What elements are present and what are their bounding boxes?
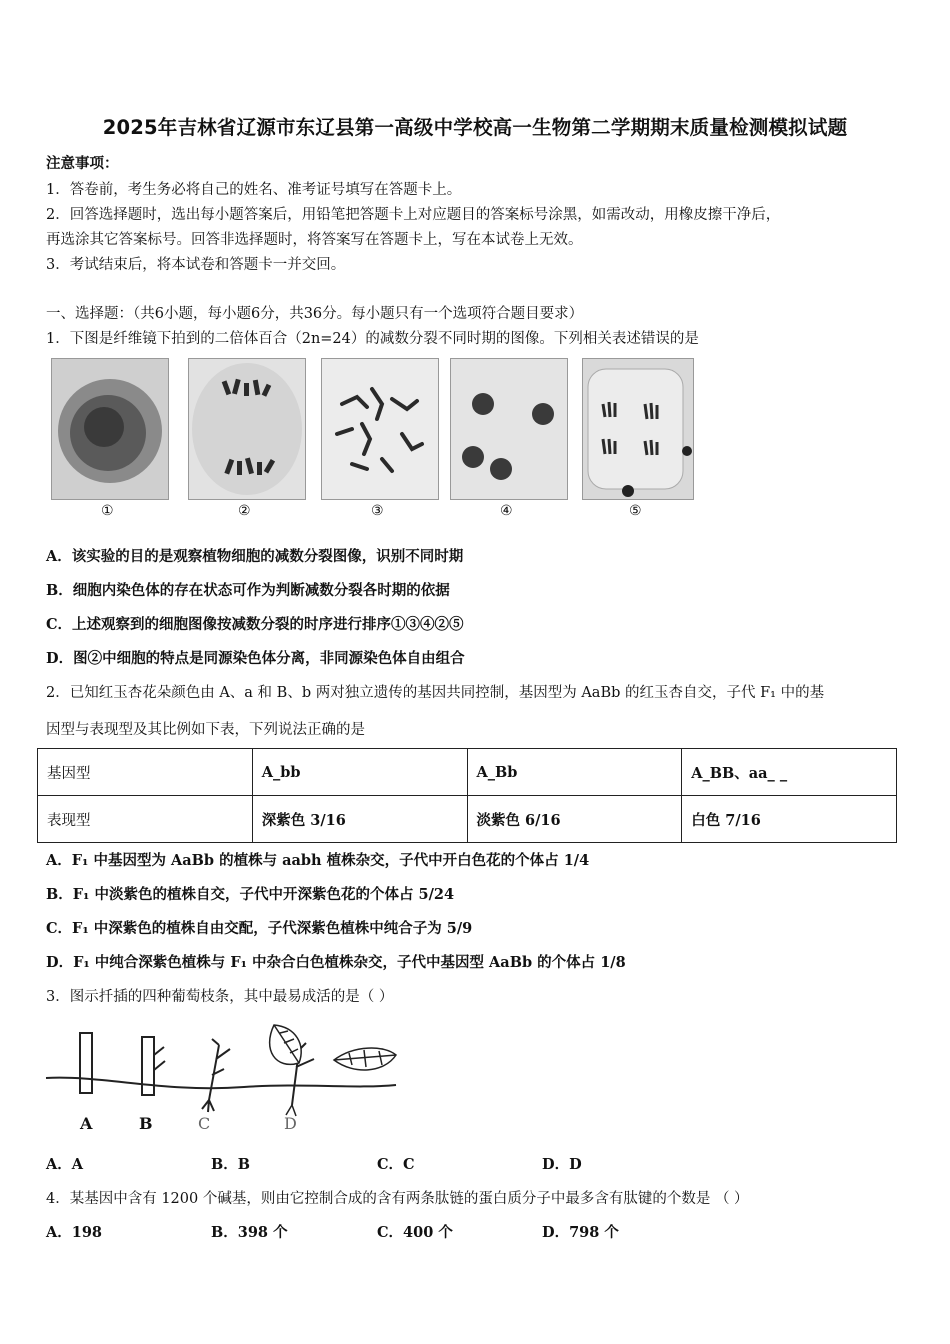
q1-option-c: C．上述观察到的细胞图像按减数分裂的时序进行排序①③④②⑤ bbox=[46, 616, 464, 633]
micrograph-5 bbox=[582, 358, 694, 500]
image-label: ③ bbox=[371, 503, 384, 519]
page-title: 2025年吉林省辽源市东辽县第一高级中学校高一生物第二学期期末质量检测模拟试题 bbox=[102, 116, 848, 139]
image-label: ⑤ bbox=[629, 503, 642, 519]
table-cell: 基因型 bbox=[38, 749, 253, 796]
section-heading: 一、选择题：（共6小题，每小题6分，共36分。每小题只有一个选项符合题目要求） bbox=[46, 306, 584, 322]
table-cell: A_bb bbox=[252, 749, 467, 796]
q2-option-b: B．F₁ 中淡紫色的植株自交，子代中开深紫色花的个体占 5/24 bbox=[46, 886, 455, 903]
q1-option-a: A．该实验的目的是观察植物细胞的减数分裂图像，识别不同时期 bbox=[46, 548, 464, 565]
q2-option-a: A．F₁ 中基因型为 AaBb 的植株与 aabh 植株杂交，子代中开白色花的个体占 1/4 bbox=[46, 852, 590, 869]
notice-item: 1．答卷前，考生务必将自己的姓名、准考证号填写在答题卡上。 bbox=[46, 182, 462, 198]
table-cell: 淡紫色 6/16 bbox=[467, 796, 682, 843]
q4-option-a: A．198 bbox=[46, 1224, 103, 1241]
figure-label: A bbox=[80, 1114, 93, 1133]
q4-option-d: D．798 个 bbox=[542, 1224, 619, 1241]
table-cell: 表现型 bbox=[38, 796, 253, 843]
image-label: ① bbox=[101, 503, 114, 519]
q2-stem: 因型与表现型及其比例如下表，下列说法正确的是 bbox=[46, 722, 365, 738]
notice-heading: 注意事项： bbox=[46, 155, 119, 172]
micrograph-4 bbox=[450, 358, 568, 500]
table-cell: A_BB、aa_ _ bbox=[682, 749, 897, 796]
q1-option-b: B．细胞内染色体的存在状态可作为判断减数分裂各时期的依据 bbox=[46, 582, 450, 599]
q1-option-d: D．图②中细胞的特点是同源染色体分离，非同源染色体自由组合 bbox=[46, 650, 465, 667]
notice-item: 2．回答选择题时，选出每小题答案后，用铅笔把答题卡上对应题目的答案标号涂黑，如需改动，用橡皮擦干净后， bbox=[46, 207, 781, 223]
q2-option-d: D．F₁ 中纯合深紫色植株与 F₁ 中杂合白色植株杂交，子代中基因型 AaBb 的个体占 1/8 bbox=[46, 954, 626, 971]
table-cell: A_Bb bbox=[467, 749, 682, 796]
q3-stem: 3．图示扦插的四种葡萄枝条，其中最易成活的是（ ） bbox=[46, 989, 394, 1005]
q4-option-b: B．398 个 bbox=[211, 1224, 288, 1241]
q3-option-a: A．A bbox=[46, 1156, 84, 1173]
q3-option-d: D．D bbox=[542, 1156, 582, 1173]
q3-option-c: C．C bbox=[377, 1156, 415, 1173]
table-row bbox=[38, 796, 897, 843]
notice-item: 3．考试结束后，将本试卷和答题卡一并交回。 bbox=[46, 257, 346, 273]
figure-label: C bbox=[198, 1114, 211, 1133]
q2-option-c: C．F₁ 中深紫色的植株自由交配，子代深紫色植株中纯合子为 5/9 bbox=[46, 920, 473, 937]
genotype-table bbox=[37, 748, 897, 843]
figure-label: D bbox=[284, 1114, 297, 1133]
cutting-figure bbox=[44, 1015, 404, 1135]
micrograph-3 bbox=[321, 358, 439, 500]
q3-option-b: B．B bbox=[211, 1156, 251, 1173]
notice-item: 再选涂其它答案标号。回答非选择题时，将答案写在答题卡上，写在本试卷上无效。 bbox=[46, 232, 583, 248]
table-cell: 白色 7/16 bbox=[682, 796, 897, 843]
q4-option-c: C．400 个 bbox=[377, 1224, 453, 1241]
image-label: ② bbox=[238, 503, 251, 519]
table-cell: 深紫色 3/16 bbox=[252, 796, 467, 843]
image-label: ④ bbox=[500, 503, 513, 519]
figure-label: B bbox=[139, 1114, 153, 1133]
micrograph-1 bbox=[51, 358, 169, 500]
q1-stem: 1．下图是纤维镜下拍到的二倍体百合（2n=24）的减数分裂不同时期的图像。下列相关表述错误的是 bbox=[46, 331, 699, 347]
table-row bbox=[38, 749, 897, 796]
q2-stem: 2．已知红玉杏花朵颜色由 A、a 和 B、b 两对独立遗传的基因共同控制，基因型为 AaBb 的红玉杏自交，子代 F₁ 中的基 bbox=[46, 685, 825, 701]
micrograph-2 bbox=[188, 358, 306, 500]
q4-stem: 4．某基因中含有 1200 个碱基，则由它控制合成的含有两条肽链的蛋白质分子中最多含有肽键的个数是 （ ） bbox=[46, 1191, 749, 1207]
